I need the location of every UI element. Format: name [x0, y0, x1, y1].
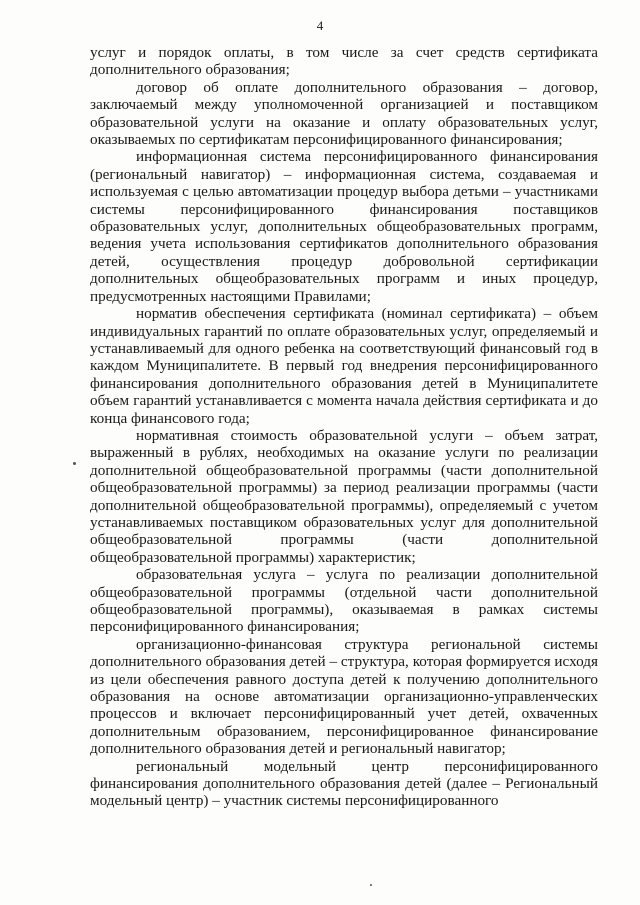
- paragraph: норматив обеспечения сертификата (номинал сертификата) – объем индивидуальных гарантий по оплате образовательных услуг, определяемый и устанавливаемый для одного ребенка на соответствующий финансовый год в каждом Муниципалитете. В первый год внедрения персонифицированного финансирования дополнительного образования детей в Муниципалитете объем гарантий устанавливается с момента начала действия сертификата и до конца финансового года;: [90, 305, 598, 427]
- paragraph: договор об оплате дополнительного образования – договор, заключаемый между уполномоченной организацией и поставщиком образовательной услуги на оказание и оплату образовательных услуг, оказываемых по сертификатам персонифицированного финансирования;: [90, 78, 598, 149]
- paragraph: нормативная стоимость образовательной услуги – объем затрат, выраженный в рублях, необходимых на оказание услуги по реализации дополнительной общеобразовательной программы (части дополнительной общеобразовательной программы) за период реализации программы (части дополнительной общеобразовательной программы), определяемый с учетом устанавливаемых поставщиком образовательных услуг для дополнительной общеобразовательной программы (части дополнительной общеобразовательной программы) характеристик;: [90, 426, 598, 566]
- paragraph: образовательная услуга – услуга по реализации дополнительной общеобразовательной программы (отдельной части дополнительной общеобразовательной программы), оказываемая в рамках системы персонифицированного финансирования;: [90, 566, 598, 636]
- page-number: 4: [316, 18, 324, 33]
- paragraph: региональный модельный центр персонифицированного финансирования дополнительного образования детей (далее – Региональный модельный центр) – участник системы персонифицированного: [90, 757, 598, 810]
- paragraph: услуг и порядок оплаты, в том числе за счет средств сертификата дополнительного образования;: [90, 44, 598, 79]
- document-body: [90, 44, 598, 810]
- paragraph: организационно-финансовая структура региональной системы дополнительного образования детей – структура, которая формируется исходя из цели обеспечения равного доступа детей к получению дополнительного образования на основе автоматизации организационно-управленческих процессов и включает персонифицированный учет детей, охваченных дополнительным образованием, персонифицированное финансирование дополнительного образования детей и региональный навигатор;: [90, 635, 598, 758]
- scan-speck: [73, 462, 76, 465]
- paragraph: информационная система персонифицированного финансирования (региональный навигатор) – информационная система, создаваемая и используемая с целью автоматизации процедур выбора детьми – участниками системы персонифицированного финансирования поставщиков образовательных услуг, дополнительных общеобразовательных программ, ведения учета использования сертификатов дополнительного образования детей, осуществления процедур добровольной сертификации дополнительных общеобразовательных программ и иных процедур, предусмотренных настоящими Правилами;: [90, 148, 598, 305]
- scan-speck: [370, 884, 372, 886]
